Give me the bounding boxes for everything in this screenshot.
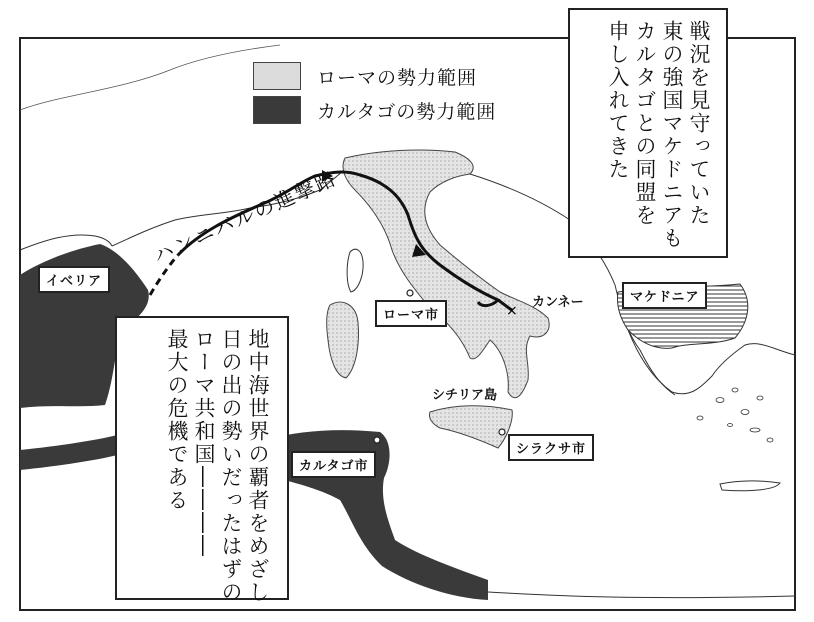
sicily-label: シチリア島 bbox=[432, 388, 498, 403]
rome-crisis-callout-text: 地中海世界の覇者をめざし 日の出の勢いだったはずの ローマ共和国―――― 最大の危機である bbox=[165, 328, 270, 604]
roman-swatch bbox=[253, 62, 301, 90]
syracuse-marker bbox=[499, 429, 505, 435]
legend-roman-label: ローマの勢力範囲 bbox=[317, 66, 478, 89]
carthage-swatch bbox=[253, 96, 301, 124]
rome-crisis-callout bbox=[115, 316, 289, 604]
iberia-label: イベリア bbox=[38, 266, 110, 293]
rome-marker bbox=[407, 290, 413, 296]
hannibal-route-label: ハンニバルの進撃路 bbox=[149, 165, 341, 269]
rome-city-label: ローマ市 bbox=[375, 300, 447, 327]
carthage-marker bbox=[374, 437, 380, 443]
legend-roman bbox=[253, 62, 477, 90]
macedonia-label: マケドニア bbox=[622, 282, 707, 309]
macedonia-callout-text: 戦況を見守っていた 東の強国マケドニアも カルタゴとの同盟を 申し入れてきた bbox=[606, 20, 711, 250]
legend-carthage bbox=[253, 96, 496, 124]
carthage-city-label: カルタゴ市 bbox=[291, 451, 376, 478]
cannae-battle-mark: × bbox=[506, 303, 518, 319]
cannae-label: カンネー bbox=[532, 295, 584, 310]
legend-carthage-label: カルタゴの勢力範囲 bbox=[317, 100, 497, 123]
syracuse-label: シラクサ市 bbox=[508, 434, 594, 461]
macedonia-callout bbox=[568, 8, 728, 258]
